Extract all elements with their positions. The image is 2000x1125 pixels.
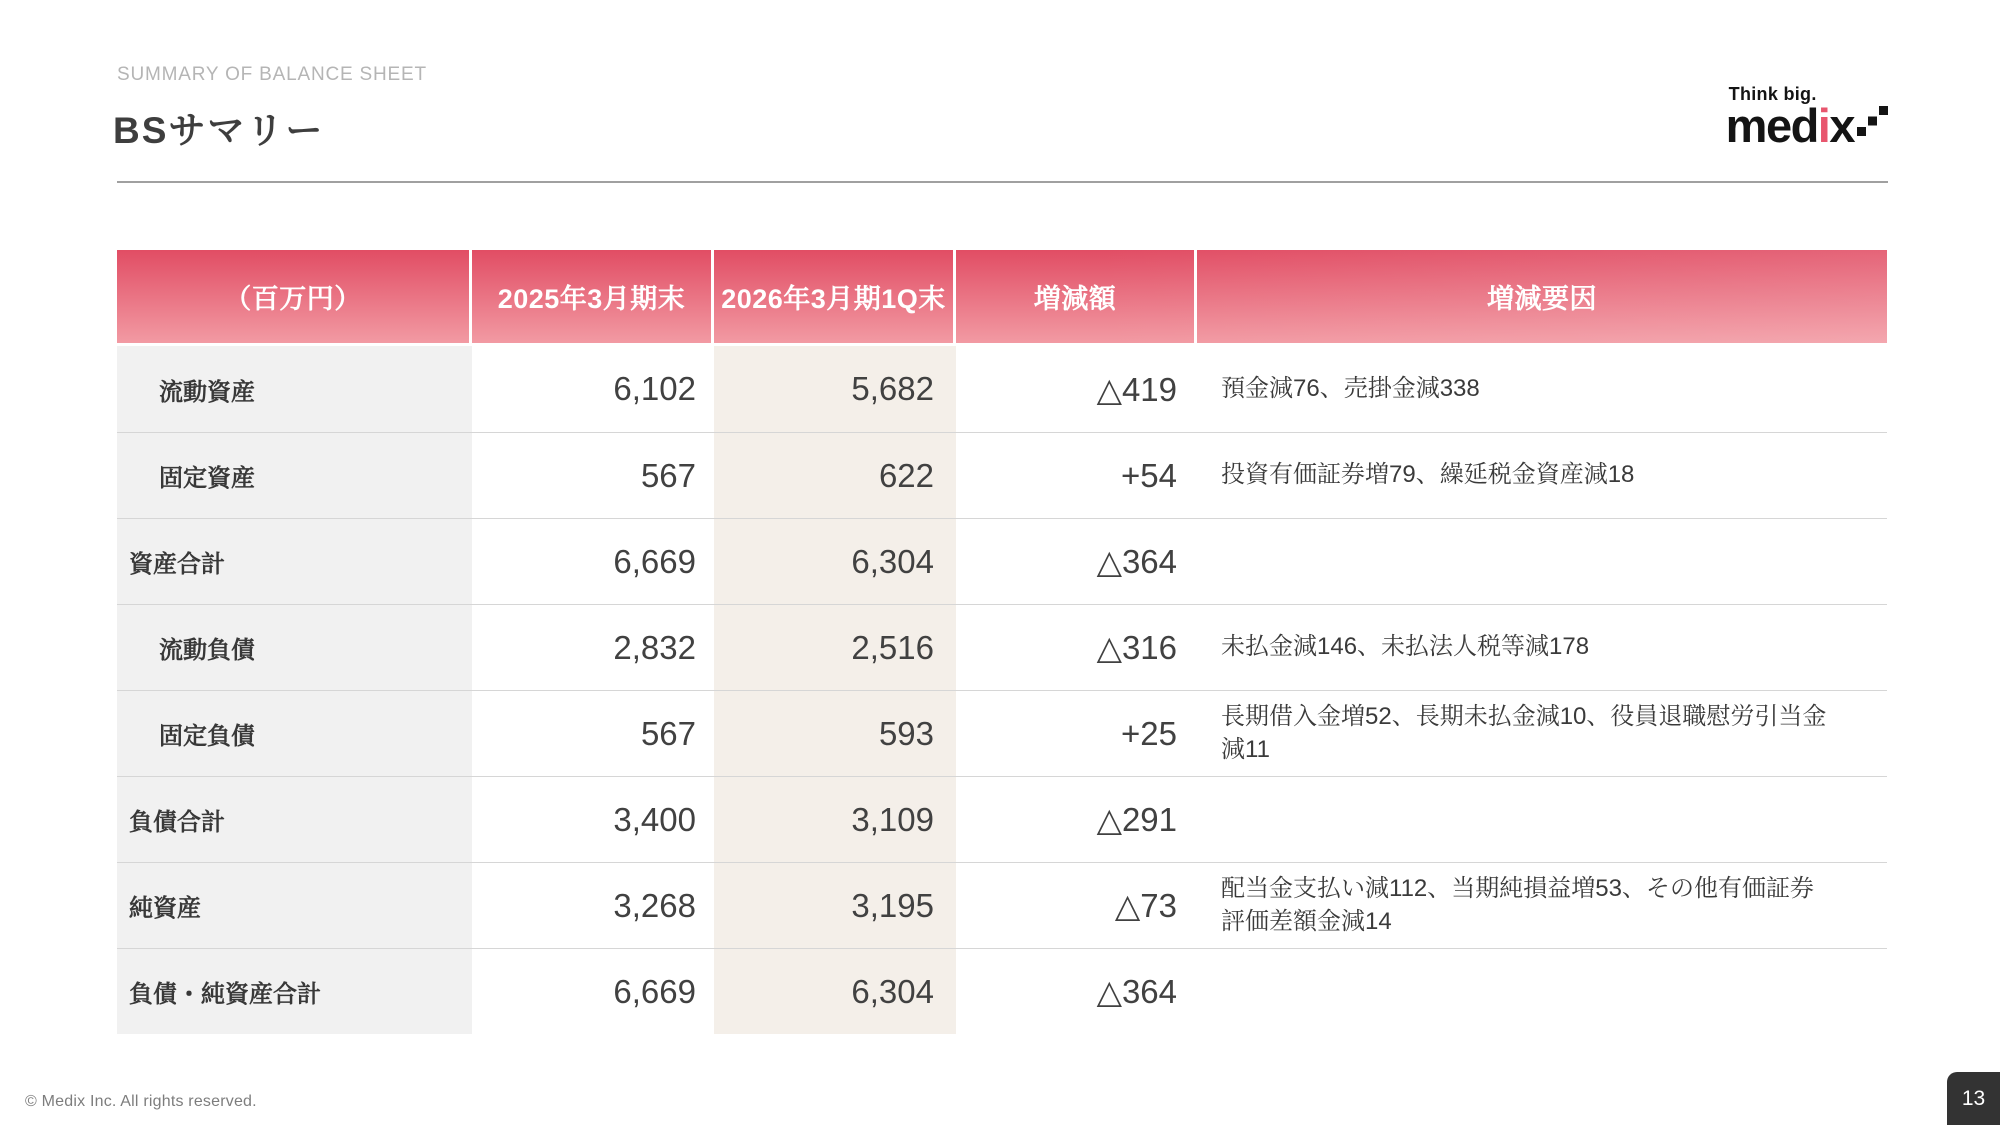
value-factor [1197,519,1887,604]
copyright-text: © Medix Inc. All rights reserved. [25,1093,257,1110]
value-2026q1: 622 [714,433,956,518]
value-2026q1: 3,109 [714,777,956,862]
value-factor: 配当金支払い減112、当期純損益増53、その他有価証券評価差額金減14 [1221,875,1814,935]
value-2025: 3,400 [613,800,696,838]
value-delta: △291 [1096,801,1177,838]
row-label: 固定負債 [117,691,472,776]
table-row-net-assets [117,862,1887,948]
row-label: 純資産 [117,863,472,948]
value-2025: 567 [640,714,696,752]
value-factor: 長期借入金増52、長期未払金減10、役員退職慰労引当金減11 [1221,703,1827,763]
table-row-total-liabilities [117,776,1887,862]
page-number-badge [1947,1072,2000,1125]
header-unit: （百万円） [117,250,472,343]
row-label: 流動資産 [117,346,472,432]
logo-word-post: x [1829,99,1854,153]
header-delta: 増減額 [956,250,1197,343]
value-delta: △73 [1114,887,1177,924]
header-fy2025: 2025年3月期末 [472,250,714,343]
value-2025: 3,268 [613,886,696,924]
value-delta: +25 [1121,714,1177,752]
slide-eyebrow: SUMMARY OF BALANCE SHEET [117,64,427,85]
logo-steps-icon [1857,106,1888,137]
page-number: 13 [1961,1086,1986,1110]
value-2025: 6,669 [613,972,696,1010]
value-2025: 6,102 [613,370,696,407]
value-delta: +54 [1121,456,1177,494]
value-2025: 2,832 [613,628,696,666]
medix-logo [1725,84,1888,153]
row-label: 流動負債 [117,605,472,690]
value-2026q1: 5,682 [714,346,956,432]
table-row-fixed-liabilities [117,690,1887,776]
page-title: BSサマリー [113,110,325,151]
value-factor: 預金減76、売掛金減338 [1221,374,1480,402]
row-label: 資産合計 [117,519,472,604]
value-delta: △419 [1096,370,1177,408]
table-header-row [117,250,1887,343]
value-delta: △364 [1096,543,1177,580]
header-factor: 増減要因 [1487,284,1597,314]
table-row-current-liabilities [117,604,1887,690]
value-2026q1: 6,304 [714,519,956,604]
row-label: 固定資産 [117,433,472,518]
value-2026q1: 593 [714,691,956,776]
logo-tagline: Think big. [1728,84,1817,104]
header-fy2026q1: 2026年3月期1Q末 [714,250,956,343]
value-factor [1197,777,1887,862]
row-label: 負債合計 [117,777,472,862]
value-delta: △316 [1096,629,1177,666]
table-row-fixed-assets [117,432,1887,518]
value-factor: 未払金減146、未払法人税等減178 [1221,633,1590,661]
value-2025: 567 [640,456,696,494]
logo-wordmark [1725,99,1888,153]
logo-word-accent: i [1817,99,1830,153]
value-factor: 投資有価証券増79、繰延税金資産減18 [1221,461,1635,489]
value-delta: △364 [1096,973,1177,1010]
value-2026q1: 3,195 [714,863,956,948]
value-factor [1197,949,1887,1034]
value-2026q1: 6,304 [714,949,956,1034]
value-2026q1: 2,516 [714,605,956,690]
table-row-total-liabilities-net-assets [117,948,1887,1034]
title-divider [117,181,1888,183]
logo-word-pre: med [1725,99,1818,153]
row-label: 負債・純資産合計 [117,949,472,1034]
balance-sheet-table [117,250,1887,1034]
table-row-total-assets [117,518,1887,604]
table-row-current-assets [117,346,1887,432]
value-2025: 6,669 [613,542,696,580]
